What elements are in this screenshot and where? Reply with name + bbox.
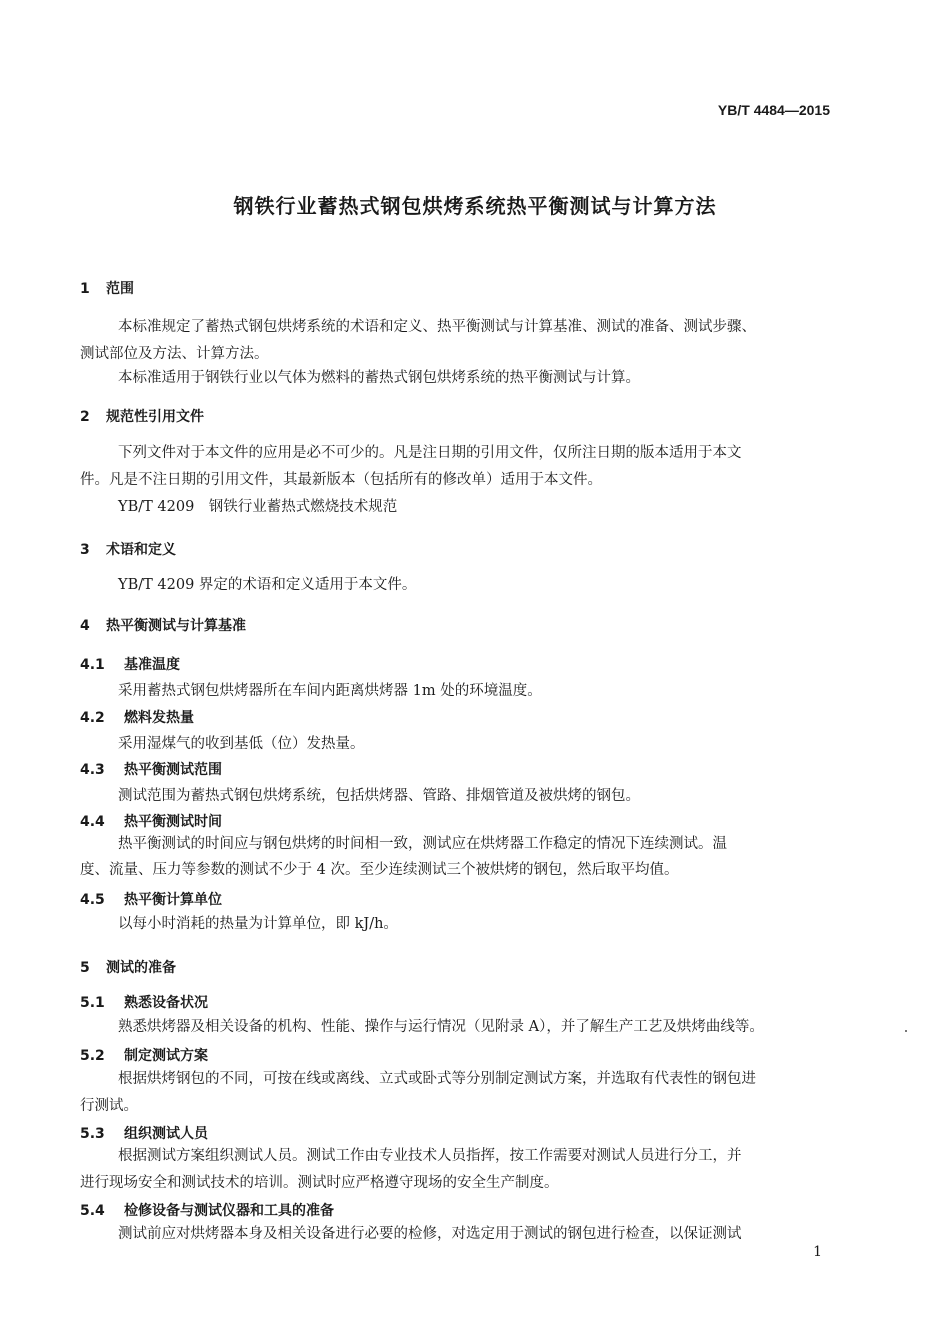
subsection-number: 5.2 — [80, 1048, 105, 1064]
section-title: 规范性引用文件 — [106, 409, 204, 425]
subsection-title: 组织测试人员 — [124, 1126, 208, 1142]
subsection-4-1-heading — [80, 654, 180, 674]
subsection-number: 5.1 — [80, 995, 105, 1011]
subsection-title: 热平衡计算单位 — [124, 892, 222, 908]
subsection-5-1-text: 熟悉烘烤器及相关设备的机构、性能、操作与运行情况（见附录 A），并了解生产工艺及烘烤曲线等。 — [118, 1019, 764, 1035]
subsection-title: 检修设备与测试仪器和工具的准备 — [124, 1203, 334, 1219]
subsection-title: 燃料发热量 — [124, 710, 194, 726]
subsection-4-4-text-line-1: 热平衡测试的时间应与钢包烘烤的时间相一致，测试应在烘烤器工作稳定的情况下连续测试。温 — [118, 836, 727, 852]
section-number: 5 — [80, 960, 90, 976]
section-number: 2 — [80, 409, 90, 425]
section-2-paragraph-1-line-1: 下列文件对于本文件的应用是必不可少的。凡是注日期的引用文件，仅所注日期的版本适用于本文 — [118, 445, 742, 461]
section-title: 术语和定义 — [106, 542, 176, 558]
subsection-number: 4.2 — [80, 710, 105, 726]
subsection-5-2-text-line-1: 根据烘烤钢包的不同，可按在线或离线、立式或卧式等分别制定测试方案，并选取有代表性的钢包进 — [118, 1071, 756, 1087]
section-2-paragraph-1-line-2: 件。凡是不注日期的引用文件，其最新版本（包括所有的修改单）适用于本文件。 — [80, 472, 602, 488]
subsection-number: 4.3 — [80, 762, 105, 778]
section-5-heading — [80, 957, 176, 977]
section-number: 4 — [80, 618, 90, 634]
section-title: 热平衡测试与计算基准 — [106, 618, 246, 634]
subsection-number: 5.4 — [80, 1203, 105, 1219]
subsection-4-3-text: 测试范围为蓄热式钢包烘烤系统，包括烘烤器、管路、排烟管道及被烘烤的钢包。 — [118, 788, 640, 804]
subsection-5-3-heading — [80, 1123, 208, 1143]
section-4-heading — [80, 615, 246, 635]
subsection-title: 制定测试方案 — [124, 1048, 208, 1064]
subsection-5-4-text-line-1: 测试前应对烘烤器本身及相关设备进行必要的检修，对选定用于测试的钢包进行检查，以保证测试 — [118, 1226, 742, 1242]
section-number: 1 — [80, 281, 90, 297]
scan-speck — [905, 1030, 907, 1032]
subsection-4-2-heading — [80, 707, 194, 727]
section-1-heading — [80, 278, 134, 298]
section-1-paragraph-2: 本标准适用于钢铁行业以气体为燃料的蓄热式钢包烘烤系统的热平衡测试与计算。 — [118, 370, 640, 386]
subsection-title: 基准温度 — [124, 657, 180, 673]
subsection-4-2-text: 采用湿煤气的收到基低（位）发热量。 — [118, 736, 365, 752]
subsection-5-3-text-line-2: 进行现场安全和测试技术的培训。测试时应严格遵守现场的安全生产制度。 — [80, 1175, 559, 1191]
standard-code: YB/T 4484—2015 — [717, 102, 830, 118]
subsection-title: 热平衡测试时间 — [124, 814, 222, 830]
page-number: 1 — [813, 1244, 822, 1260]
subsection-number: 5.3 — [80, 1126, 105, 1142]
subsection-number: 4.5 — [80, 892, 105, 908]
section-3-heading — [80, 539, 176, 559]
normative-reference: YB/T 4209 钢铁行业蓄热式燃烧技术规范 — [118, 499, 398, 515]
section-1-paragraph-1-line-2: 测试部位及方法、计算方法。 — [80, 346, 269, 362]
subsection-title: 熟悉设备状况 — [124, 995, 208, 1011]
subsection-title: 热平衡测试范围 — [124, 762, 222, 778]
document-title: 钢铁行业蓄热式钢包烘烤系统热平衡测试与计算方法 — [233, 194, 717, 218]
subsection-4-4-text-line-2: 度、流量、压力等参数的测试不少于 4 次。至少连续测试三个被烘烤的钢包，然后取平均值。 — [80, 862, 679, 878]
section-number: 3 — [80, 542, 90, 558]
subsection-5-2-heading — [80, 1045, 208, 1065]
subsection-4-3-heading — [80, 759, 222, 779]
subsection-number: 4.1 — [80, 657, 105, 673]
subsection-4-5-text: 以每小时消耗的热量为计算单位，即 kJ/h。 — [118, 916, 398, 932]
subsection-4-5-heading — [80, 889, 222, 909]
subsection-5-4-heading — [80, 1200, 334, 1220]
section-3-paragraph: YB/T 4209 界定的术语和定义适用于本文件。 — [118, 577, 417, 593]
section-2-heading — [80, 406, 204, 426]
subsection-5-2-text-line-2: 行测试。 — [80, 1098, 138, 1114]
section-1-paragraph-1-line-1: 本标准规定了蓄热式钢包烘烤系统的术语和定义、热平衡测试与计算基准、测试的准备、测试步骤、 — [118, 319, 756, 335]
subsection-4-1-text: 采用蓄热式钢包烘烤器所在车间内距离烘烤器 1m 处的环境温度。 — [118, 683, 542, 699]
subsection-5-1-heading — [80, 992, 208, 1012]
subsection-number: 4.4 — [80, 814, 105, 830]
subsection-5-3-text-line-1: 根据测试方案组织测试人员。测试工作由专业技术人员指挥，按工作需要对测试人员进行分工，并 — [118, 1148, 742, 1164]
subsection-4-4-heading — [80, 811, 222, 831]
section-title: 范围 — [106, 281, 134, 297]
section-title: 测试的准备 — [106, 960, 176, 976]
